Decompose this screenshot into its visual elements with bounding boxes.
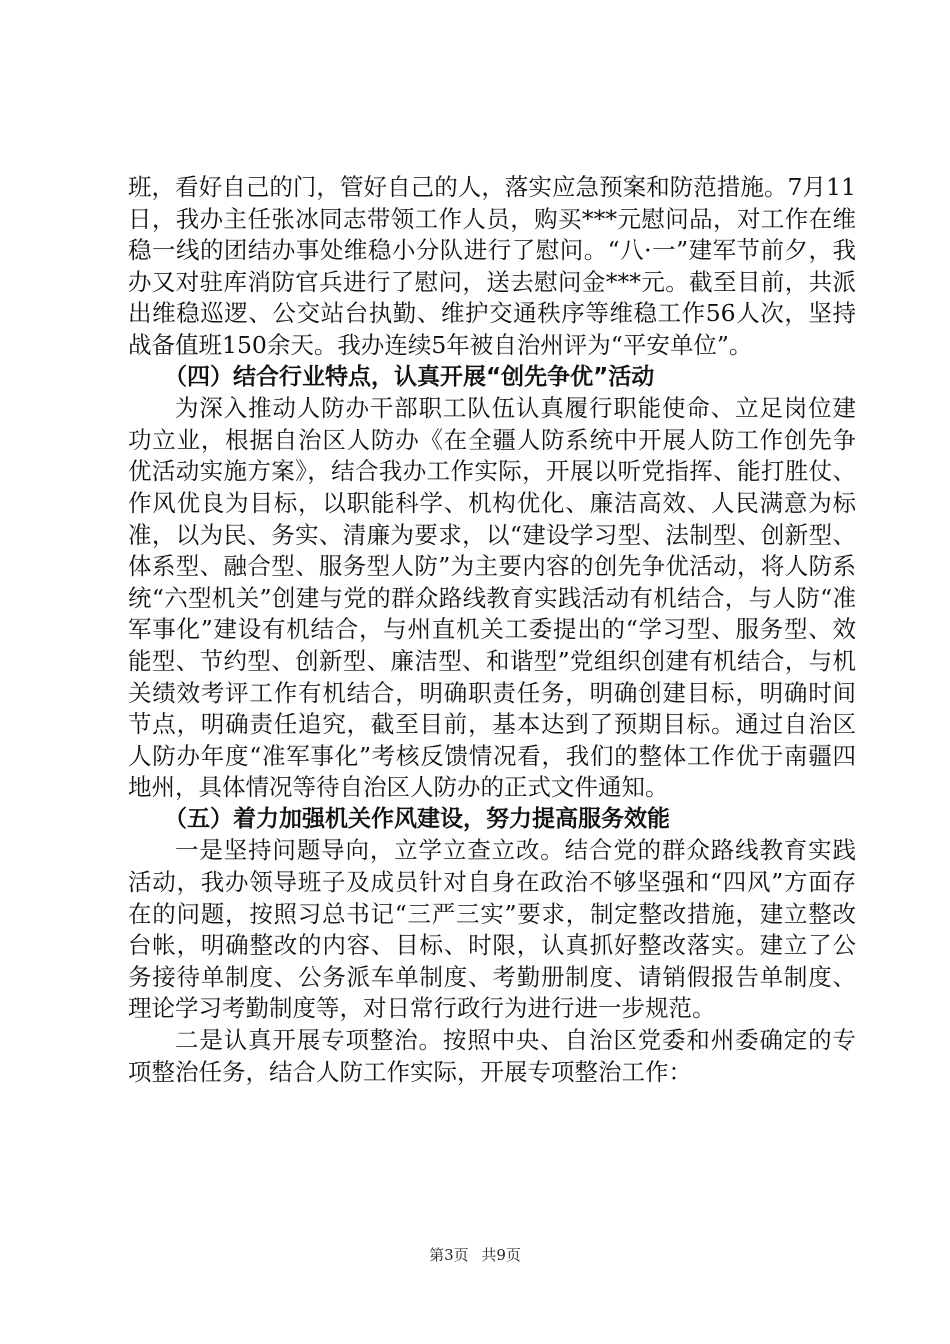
document-body: [128, 172, 856, 1088]
paragraph-body: 二是认真开展专项整治。按照中央、自治区党委和州委确定的专项整治任务，结合人防工作实际，开展专项整治工作：: [128, 1026, 856, 1086]
section-heading-4: （四）结合行业特点，认真开展“创先争优”活动: [164, 363, 655, 390]
page-number: 第3页: [429, 1246, 469, 1264]
page-total: 共9页: [481, 1246, 521, 1264]
paragraph-body: 为深入推动人防办干部职工队伍认真履行职能使命、立足岗位建功立业，根据自治区人防办《在全疆人防系统中开展人防工作创先争优活动实施方案》，结合我办工作实际，开展以听党指挥、能打胜仗、作风优良为目标，以职能科学、机构优化、廉洁高效、人民满意为标准，以为民、务实、清廉为要求，以“建设学习型、法制型、创新型、体系型、融合型、服务型人防”为主要内容的创先争优活动，将人防系统“六型机关”创建与党的群众路线教育实践活动有机结合，与人防“准军事化”建设有机结合，与州直机关工委提出的“学习型、服务型、效能型、节约型、创新型、廉洁型、和谐型”党组织创建有机结合，与机关绩效考评工作有机结合，明确职责任务，明确创建目标，明确时间节点，明确责任追究，截至目前，基本达到了预期目标。通过自治区人防办年度“准军事化”考核反馈情况看，我们的整体工作优于南疆四地州，具体情况等待自治区人防办的正式文件通知。: [128, 394, 856, 802]
section-heading-5: （五）着力加强机关作风建设，努力提高服务效能: [164, 805, 670, 832]
paragraph-continuation: 班，看好自己的门，管好自己的人，落实应急预案和防范措施。7月11日，我办主任张冰同志带领工作人员，购买***元慰问品，对工作在维稳一线的团结办事处维稳小分队进行了慰问。“八·一”建军节前夕，我办又对驻库消防官兵进行了慰问，送去慰问金***元。截至目前，共派出维稳巡逻、公交站台执勤、维护交通秩序等维稳工作56人次，坚持战备值班150余天。我办连续5年被自治州评为“平安单位”。: [128, 173, 856, 359]
page-footer: [0, 1244, 950, 1265]
paragraph-body: 一是坚持问题导向，立学立查立改。结合党的群众路线教育实践活动，我办领导班子及成员针对自身在政治不够坚强和“四风”方面存在的问题，按照习总书记“三严三实”要求，制定整改措施，建立整改台帐，明确整改的内容、目标、时限，认真抓好整改落实。建立了公务接待单制度、公务派车单制度、考勤册制度、请销假报告单制度、理论学习考勤制度等，对日常行政行为进行进一步规范。: [128, 836, 856, 1023]
